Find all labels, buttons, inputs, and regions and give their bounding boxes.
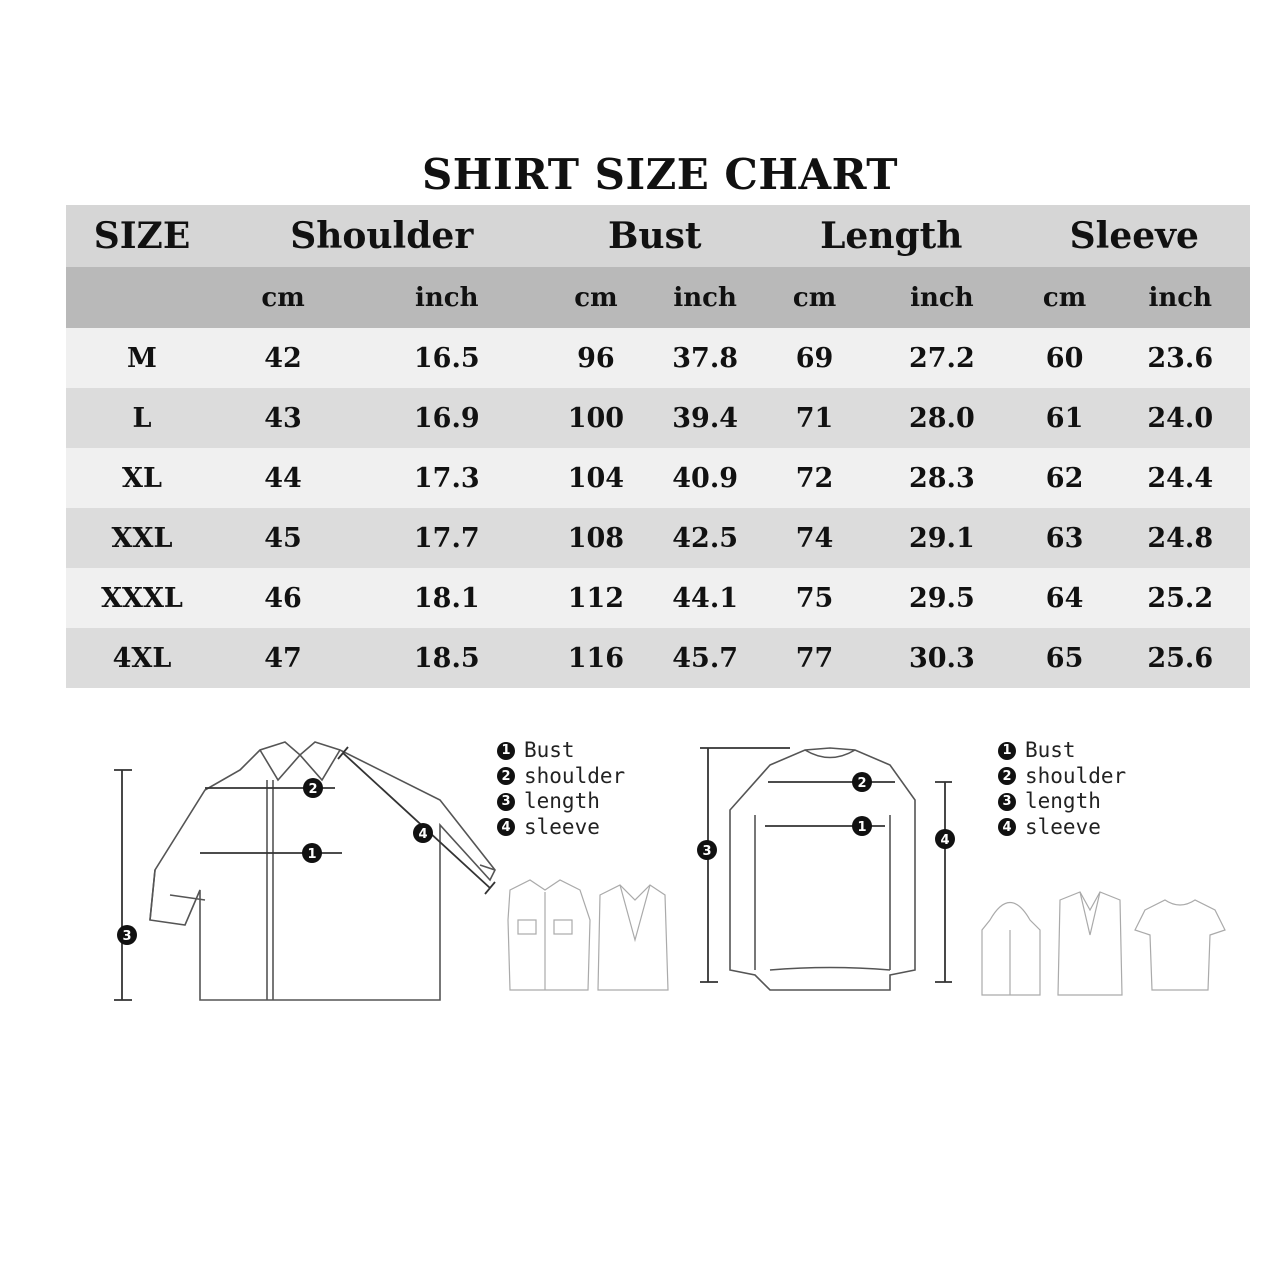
header-sleeve: Sleeve bbox=[1019, 205, 1250, 267]
measurement-cell: 24.4 bbox=[1111, 448, 1251, 508]
measurement-cell: 24.8 bbox=[1111, 508, 1251, 568]
marker-3 bbox=[117, 925, 137, 945]
measurement-cell: 25.6 bbox=[1111, 628, 1251, 688]
measurement-cell: 47 bbox=[218, 628, 348, 688]
cardigan-icon bbox=[1058, 892, 1122, 995]
marker-4 bbox=[935, 829, 955, 849]
svg-text:1: 1 bbox=[857, 820, 867, 835]
table-header-row bbox=[66, 205, 1250, 267]
unit-cell: inch bbox=[1111, 267, 1251, 328]
measurement-cell: 24.0 bbox=[1111, 388, 1251, 448]
measurement-cell: 63 bbox=[1019, 508, 1111, 568]
measurement-cell: 44 bbox=[218, 448, 348, 508]
measurement-cell: 28.0 bbox=[865, 388, 1019, 448]
svg-text:4: 4 bbox=[940, 833, 950, 848]
unit-blank bbox=[66, 267, 218, 328]
measurement-cell: 45 bbox=[218, 508, 348, 568]
unit-cell: cm bbox=[545, 267, 646, 328]
measurement-cell: 17.7 bbox=[348, 508, 545, 568]
measurement-cell: 96 bbox=[545, 328, 646, 388]
size-label: XXXL bbox=[66, 568, 218, 628]
measurement-cell: 46 bbox=[218, 568, 348, 628]
measurement-cell: 100 bbox=[545, 388, 646, 448]
svg-text:4: 4 bbox=[418, 827, 428, 842]
measurement-cell: 40.9 bbox=[646, 448, 764, 508]
measurement-cell: 64 bbox=[1019, 568, 1111, 628]
measurement-cell: 28.3 bbox=[865, 448, 1019, 508]
measurement-cell: 65 bbox=[1019, 628, 1111, 688]
blazer-icon bbox=[598, 885, 668, 990]
measurement-cell: 29.1 bbox=[865, 508, 1019, 568]
size-label: XXL bbox=[66, 508, 218, 568]
unit-cell: inch bbox=[865, 267, 1019, 328]
marker-1 bbox=[852, 816, 872, 836]
unit-cell: cm bbox=[764, 267, 865, 328]
measurement-cell: 45.7 bbox=[646, 628, 764, 688]
size-label: 4XL bbox=[66, 628, 218, 688]
measurement-cell: 27.2 bbox=[865, 328, 1019, 388]
measurement-cell: 17.3 bbox=[348, 448, 545, 508]
svg-text:3: 3 bbox=[122, 929, 132, 944]
table-row bbox=[66, 328, 1250, 388]
measurement-cell: 23.6 bbox=[1111, 328, 1251, 388]
measurement-cell: 25.2 bbox=[1111, 568, 1251, 628]
legend-item: 4 sleeve bbox=[998, 815, 1126, 841]
marker-4 bbox=[413, 823, 433, 843]
svg-text:2: 2 bbox=[308, 782, 318, 797]
legend-item: 1 Bust bbox=[497, 738, 625, 764]
measurement-cell: 16.5 bbox=[348, 328, 545, 388]
measurement-cell: 18.1 bbox=[348, 568, 545, 628]
legend-left bbox=[497, 738, 625, 840]
unit-cell: inch bbox=[348, 267, 545, 328]
size-label: M bbox=[66, 328, 218, 388]
measurement-cell: 116 bbox=[545, 628, 646, 688]
table-units-row bbox=[66, 267, 1250, 328]
chart-title: SHIRT SIZE CHART bbox=[421, 150, 899, 199]
table-body bbox=[66, 328, 1250, 688]
svg-text:2: 2 bbox=[857, 776, 867, 791]
table-row bbox=[66, 448, 1250, 508]
measurement-cell: 30.3 bbox=[865, 628, 1019, 688]
measurement-cell: 72 bbox=[764, 448, 865, 508]
header-bust: Bust bbox=[545, 205, 763, 267]
unit-cell: cm bbox=[218, 267, 348, 328]
measurement-cell: 60 bbox=[1019, 328, 1111, 388]
legend-item: 4 sleeve bbox=[497, 815, 625, 841]
measurement-cell: 71 bbox=[764, 388, 865, 448]
legend-right bbox=[998, 738, 1126, 840]
marker-1 bbox=[302, 843, 322, 863]
jacket-icon bbox=[508, 880, 590, 990]
measurement-cell: 18.5 bbox=[348, 628, 545, 688]
measurement-cell: 42.5 bbox=[646, 508, 764, 568]
unit-cell: cm bbox=[1019, 267, 1111, 328]
measurement-cell: 104 bbox=[545, 448, 646, 508]
measurement-cell: 61 bbox=[1019, 388, 1111, 448]
measurement-cell: 69 bbox=[764, 328, 865, 388]
svg-text:3: 3 bbox=[702, 844, 712, 859]
measurement-cell: 75 bbox=[764, 568, 865, 628]
marker-2 bbox=[303, 778, 323, 798]
svg-text:1: 1 bbox=[307, 847, 317, 862]
hoodie-icon bbox=[982, 903, 1040, 996]
table-row bbox=[66, 508, 1250, 568]
header-length: Length bbox=[764, 205, 1019, 267]
table-row bbox=[66, 568, 1250, 628]
sweater-diagram bbox=[690, 720, 1250, 1020]
header-shoulder: Shoulder bbox=[218, 205, 545, 267]
table-row bbox=[66, 388, 1250, 448]
measurement-cell: 112 bbox=[545, 568, 646, 628]
header-size: SIZE bbox=[66, 205, 218, 267]
measurement-cell: 42 bbox=[218, 328, 348, 388]
size-label: L bbox=[66, 388, 218, 448]
measurement-cell: 16.9 bbox=[348, 388, 545, 448]
measurement-cell: 62 bbox=[1019, 448, 1111, 508]
legend-item: 3 length bbox=[998, 789, 1126, 815]
legend-item: 2 shoulder bbox=[998, 764, 1126, 790]
measurement-cell: 77 bbox=[764, 628, 865, 688]
measurement-cell: 44.1 bbox=[646, 568, 764, 628]
legend-item: 1 Bust bbox=[998, 738, 1126, 764]
legend-item: 2 shoulder bbox=[497, 764, 625, 790]
marker-3 bbox=[697, 840, 717, 860]
legend-item: 3 length bbox=[497, 789, 625, 815]
table-row bbox=[66, 628, 1250, 688]
measurement-cell: 39.4 bbox=[646, 388, 764, 448]
tshirt-icon bbox=[1135, 900, 1225, 990]
measurement-cell: 43 bbox=[218, 388, 348, 448]
measurement-cell: 108 bbox=[545, 508, 646, 568]
measurement-cell: 29.5 bbox=[865, 568, 1019, 628]
measurement-cell: 74 bbox=[764, 508, 865, 568]
size-label: XL bbox=[66, 448, 218, 508]
size-chart-table bbox=[66, 205, 1250, 688]
marker-2 bbox=[852, 772, 872, 792]
measurement-cell: 37.8 bbox=[646, 328, 764, 388]
unit-cell: inch bbox=[646, 267, 764, 328]
